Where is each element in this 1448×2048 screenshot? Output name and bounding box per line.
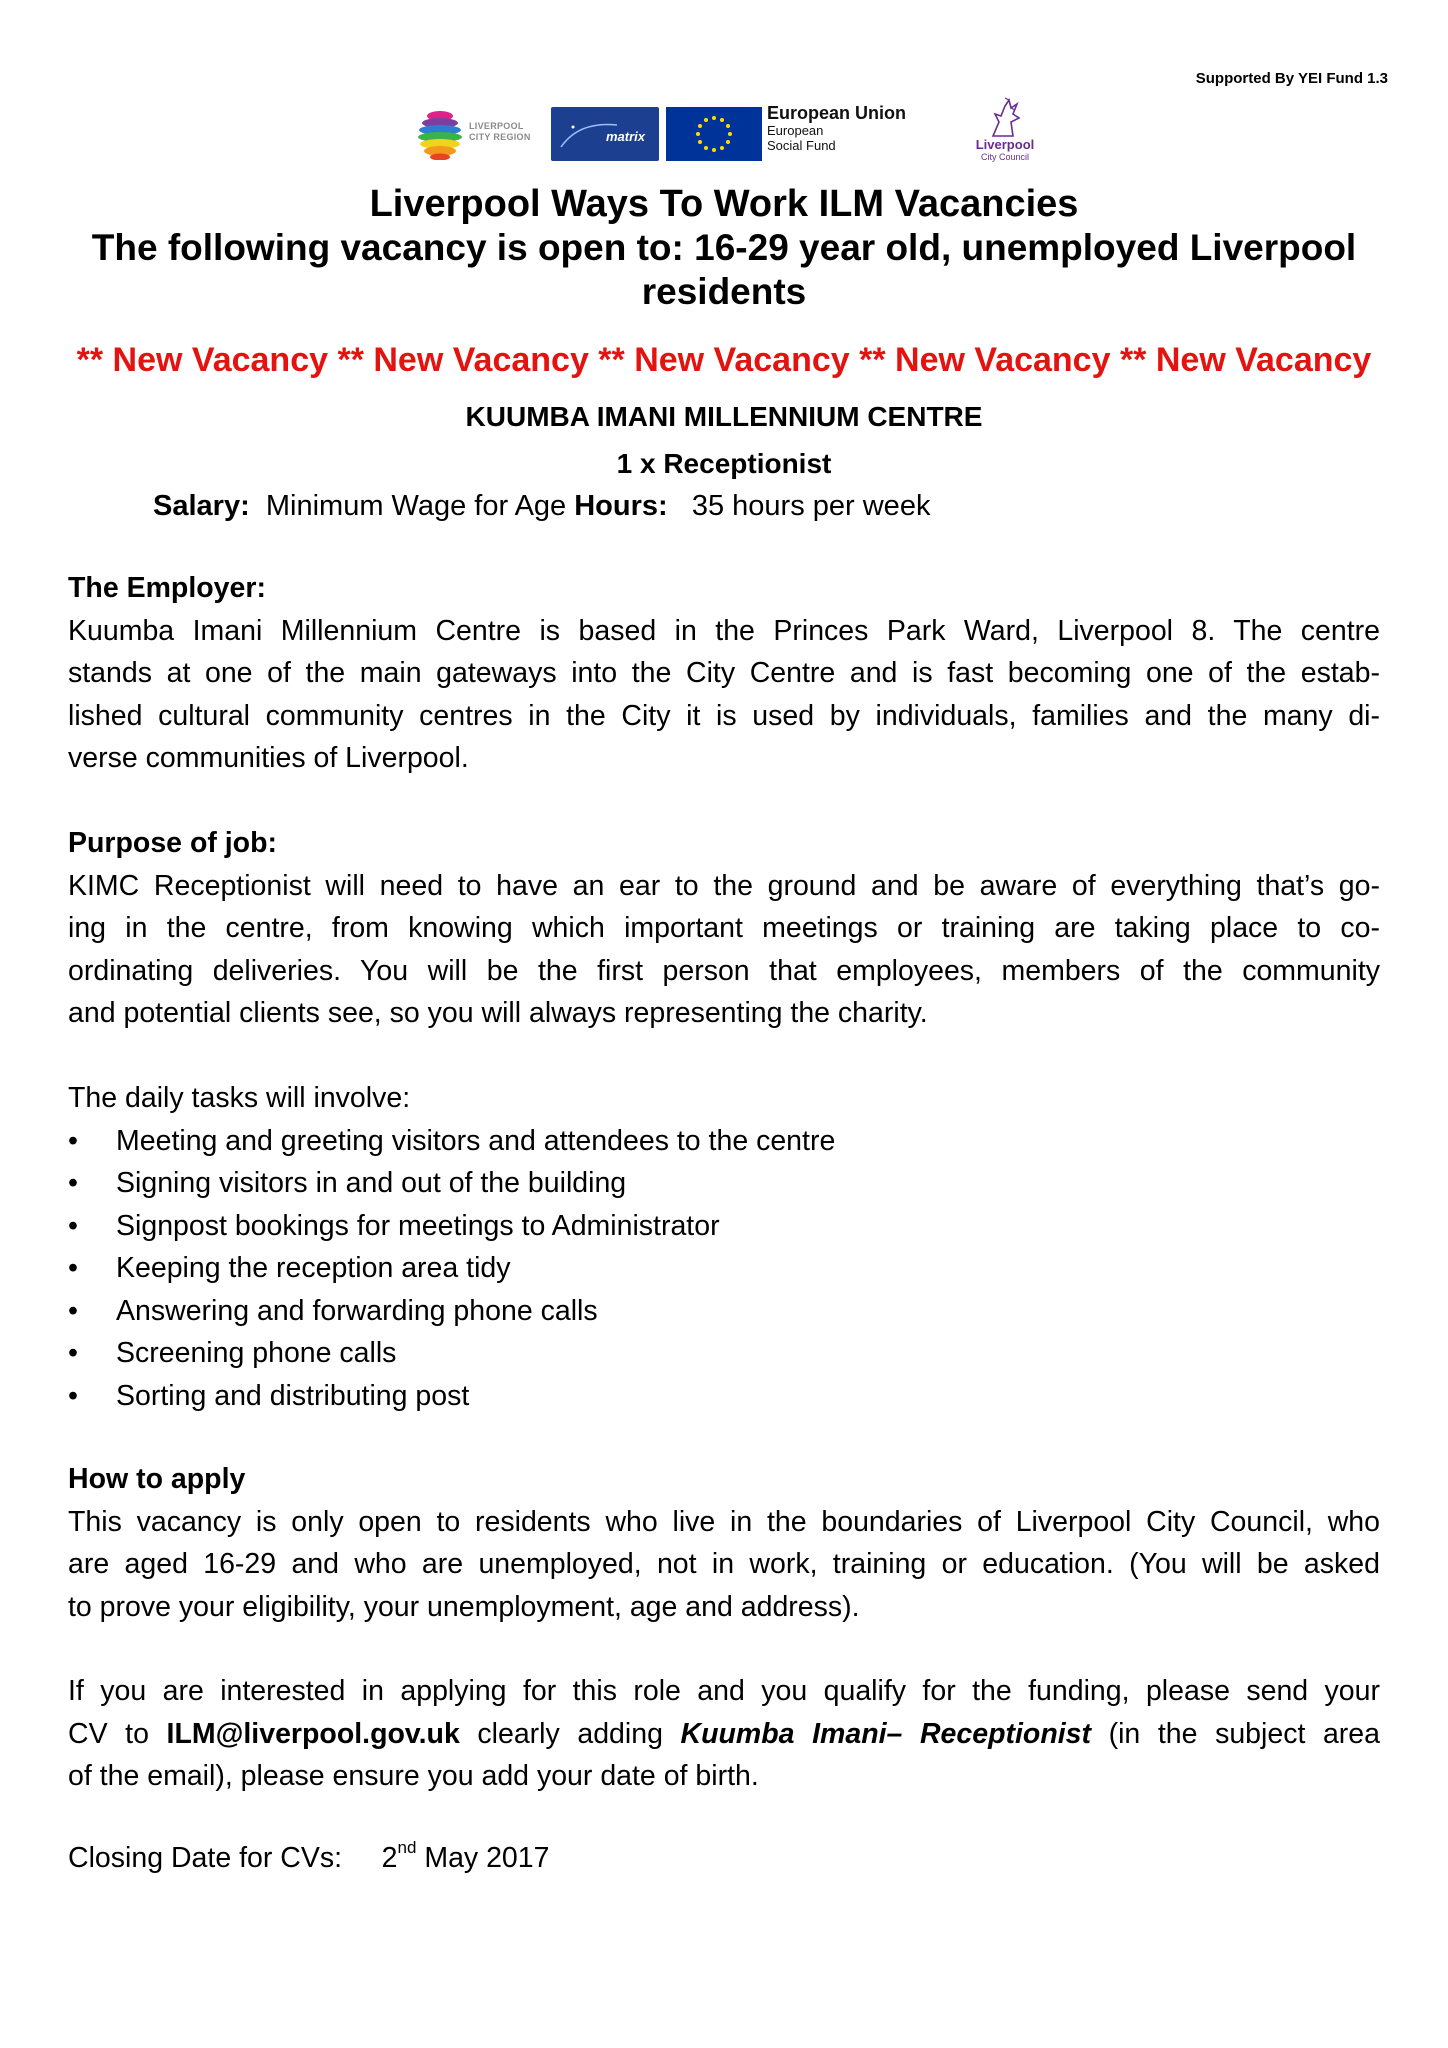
eu-title: European Union [767, 103, 906, 123]
liverpool-city-region-logo [415, 100, 545, 168]
employer-line: Kuumba Imani Millennium Centre is based in the Princes Park Ward, Liverpool 8. The centre [68, 614, 1380, 647]
liver-bird-icon [983, 96, 1027, 140]
purpose-heading: Purpose of job: [68, 827, 277, 859]
apply-line: are aged 16-29 and who are unemployed, not in work, training or education. (You will be asked [68, 1548, 1380, 1580]
hours-label: Hours: [574, 490, 668, 522]
lcc-line2: City Council [980, 152, 1029, 162]
employer-line: verse communities of Liverpool. [68, 742, 469, 774]
eu-line1: European [767, 123, 824, 138]
purpose-line: ordinating deliveries. You will be the first person that employees, members of the community [68, 954, 1380, 987]
city-region-rings-icon [417, 108, 463, 160]
list-item: • Sorting and distributing post [68, 1375, 1380, 1418]
employer-name: KUUMBA IMANI MILLENNIUM CENTRE [465, 401, 983, 432]
employer-line: stands at one of the main gateways into the City Centre and is fast becoming one of the estab- [68, 657, 1380, 689]
job-role: 1 x Receptionist [616, 448, 832, 479]
apply-line: to prove your eligibility, your unemployment, age and address). [68, 1590, 860, 1623]
matrix-logo [551, 107, 659, 161]
new-vacancy-banner: ** New Vacancy ** New Vacancy ** New Vacancy ** New Vacancy ** New Vacancy [76, 341, 1372, 379]
employer-line: lished cultural community centres in the City it is used by individuals, families and the many di- [68, 699, 1380, 732]
purpose-line: ing in the centre, from knowing which important meetings or training are taking place to co- [68, 912, 1380, 944]
tasks-list [68, 1120, 1380, 1418]
list-item: • Meeting and greeting visitors and attendees to the centre [68, 1120, 1380, 1163]
lcr-line2: CITY REGION [469, 132, 531, 142]
list-item: • Signing visitors in and out of the building [68, 1162, 1380, 1205]
subtitle-line1: The following vacancy is open to: 16-29 year old, unemployed Liverpool [91, 227, 1357, 268]
eu-line2: Social Fund [767, 138, 836, 153]
apply-section [68, 1458, 1380, 1628]
list-item: • Keeping the reception area tidy [68, 1247, 1380, 1290]
page-title: Liverpool Ways To Work ILM Vacancies [369, 183, 1079, 225]
list-item: • Answering and forwarding phone calls [68, 1290, 1380, 1333]
eu-flag [666, 107, 762, 161]
apply-p2-pre: CV to [68, 1717, 167, 1750]
list-item: • Signpost bookings for meetings to Administrator [68, 1205, 1380, 1248]
purpose-line: KIMC Receptionist will need to have an ear to the ground and be aware of everything that’s go- [68, 869, 1380, 902]
closing-month-year: May 2017 [416, 1842, 550, 1874]
eu-stars-icon [666, 107, 762, 161]
lcr-line1: LIVERPOOL [469, 121, 524, 131]
tasks-intro: The daily tasks will involve: [68, 1082, 411, 1114]
closing-day: 2 [381, 1842, 398, 1874]
salary-value: Minimum Wage for Age [265, 490, 567, 522]
apply-p2-mid: clearly adding [459, 1717, 681, 1750]
apply-p2-line3: of the email), please ensure you add your date of birth. [68, 1760, 759, 1792]
closing-date [68, 1837, 1380, 1880]
apply-line: This vacancy is only open to residents who live in the boundaries of Liverpool City Council, who [68, 1505, 1380, 1538]
lcc-line1: Liverpool [975, 137, 1035, 152]
salary-hours-line [153, 488, 930, 524]
purpose-section [68, 822, 1380, 1035]
closing-day-suffix: nd [397, 1838, 417, 1857]
purpose-line: and potential clients see, so you will always representing the charity. [68, 997, 928, 1029]
hours-value: 35 hours per week [691, 490, 931, 522]
funding-note: Supported By YEI Fund 1.3 [1195, 70, 1388, 87]
employer-heading: The Employer: [68, 572, 266, 604]
apply-heading: How to apply [68, 1463, 246, 1495]
email-subject-text: Kuumba Imani– Receptionist [680, 1717, 1092, 1750]
salary-label: Salary: [153, 490, 250, 522]
liverpool-city-council-logo [965, 96, 1045, 168]
tasks-section [68, 1077, 1380, 1417]
apply-p2-line2 [68, 1713, 1380, 1756]
list-item: • Screening phone calls [68, 1332, 1380, 1375]
eu-caption [767, 103, 906, 171]
eligibility-subtitle [60, 226, 1388, 314]
employer-section [68, 567, 1380, 780]
apply-email-link[interactable]: ILM@liverpool.gov.uk [166, 1717, 460, 1750]
closing-label: Closing Date for CVs: [68, 1842, 343, 1874]
apply-instructions [68, 1670, 1380, 1798]
apply-p2-line1: If you are interested in applying for this role and you qualify for the funding, please send your [68, 1675, 1380, 1707]
logo-row [415, 100, 1055, 168]
matrix-wordmark: matrix [605, 129, 645, 144]
subtitle-line2: residents [641, 271, 807, 312]
apply-p2-post: (in the subject area [1091, 1717, 1380, 1750]
